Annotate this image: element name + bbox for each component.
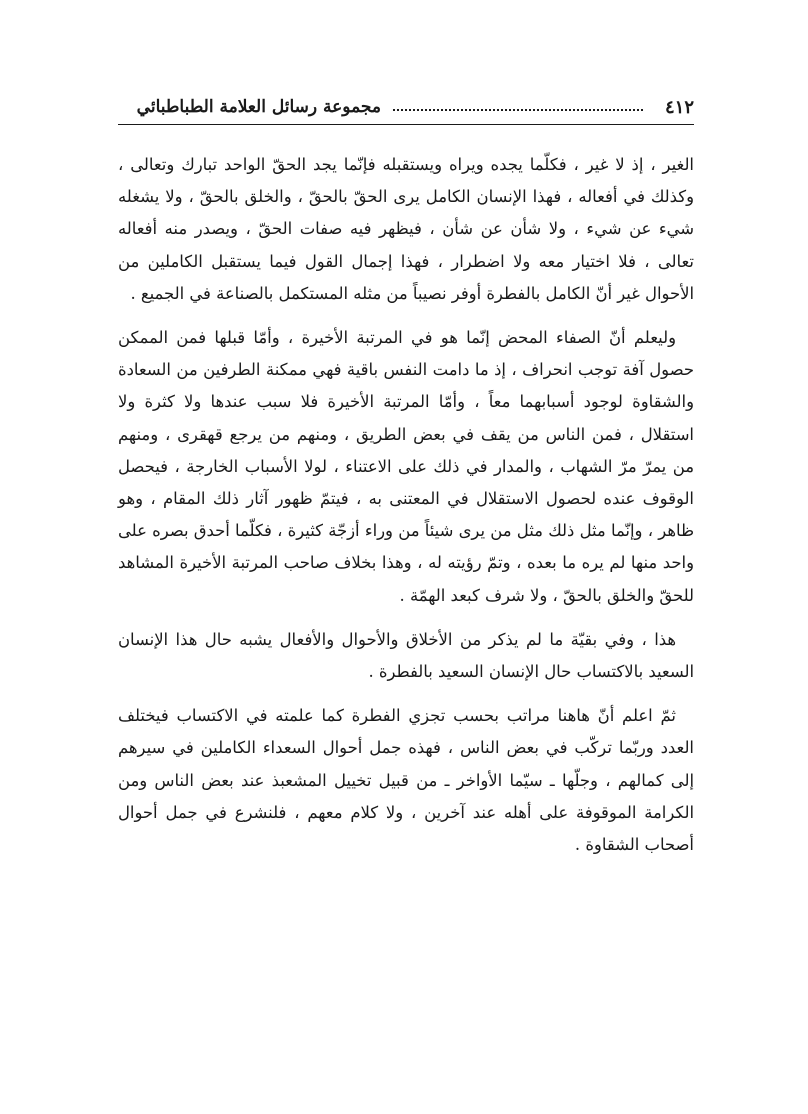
paragraph-1: الغير ، إذ لا غير ، فكلّما يجده ويراه ويستقبله فإنّما يجد الحقّ الواحد تبارك وتعالى ، وكذلك في أفعاله ، فهذا الإنسان الكامل يرى الحقّ بالحقّ ، والخلق بالحقّ ، ولا يشغله شيء عن شيء ، ولا شأن عن شأن ، فيظهر فيه صفات الحقّ ، ويصدر منه أفعاله تعالى ، فلا اختيار معه ولا اضطرار ، فهذا إجمال القول فيما يستقبل الكاملين من الأحوال غير أنّ الكامل بالفطرة أوفر نصيباً من مثله المستكمل بالصناعة في الجميع . xyxy=(118,155,694,303)
running-header xyxy=(118,92,694,125)
paragraph-2: وليعلم أنّ الصفاء المحض إنّما هو في المرتبة الأخيرة ، وأمّا قبلها فمن الممكن حصول آفة توجب انحراف ، إذ ما دامت النفس باقية فهي ممكنة الطرفين من السعادة والشقاوة لوجود أسبابهما معاً ، وأمّا المرتبة الأخيرة فلا سبب عندها ولا كثرة ولا استقلال ، فمن الناس من يقف في بعض الطريق ، ومنهم من يرجع قهقرى ، ومنهم من يمرّ مرّ الشهاب ، والمدار في ذلك على الاعتناء ، لولا الأسباب الخارجة ، فيحصل الوقوف عنده لحصول الاستقلال في المعتنى به ، فيتمّ ظهور آثار ذلك المقام ، وهو ظاهر ، وإنّما مثل ذلك مثل من يرى شيئاً من وراء أزجّة كثيرة ، فكلّما أحدق بصره على واحد منها لم يره ما بعده ، وتمّ رؤيته له ، وهذا بخلاف صاحب المرتبة الأخيرة المشاهد للحقّ والخلق بالحقّ ، ولا شرف كبعد الهمّة . xyxy=(118,328,694,605)
page-body xyxy=(118,149,694,861)
book-page xyxy=(118,92,694,861)
book-title: مجموعة رسائل العلامة الطباطبائي xyxy=(136,97,381,117)
paragraph-3: هذا ، وفي بقيّة ما لم يذكر من الأخلاق والأحوال والأفعال يشبه حال هذا الإنسان السعيد بالاكتساب حال الإنسان السعيد بالفطرة . xyxy=(118,629,694,682)
dotted-leader xyxy=(393,109,643,111)
paragraph-4: ثمّ اعلم أنّ هاهنا مراتب بحسب تجزي الفطرة كما علمته في الاكتساب فيختلف العدد وربّما تركّب في بعض الناس ، فهذه جمل أحوال السعداء الكاملين في سيرهم إلى كمالهم ، وجلّها ـ سيّما الأواخر ـ من قبيل تخييل المشعبذ عند بعض الناس ومن الكرامة الموقوفة على أهله عند آخرين ، ولا كلام معهم ، فلنشرع في جمل أحوال أصحاب الشقاوة . xyxy=(118,706,694,855)
page-number: ٤١٢ xyxy=(664,96,694,118)
